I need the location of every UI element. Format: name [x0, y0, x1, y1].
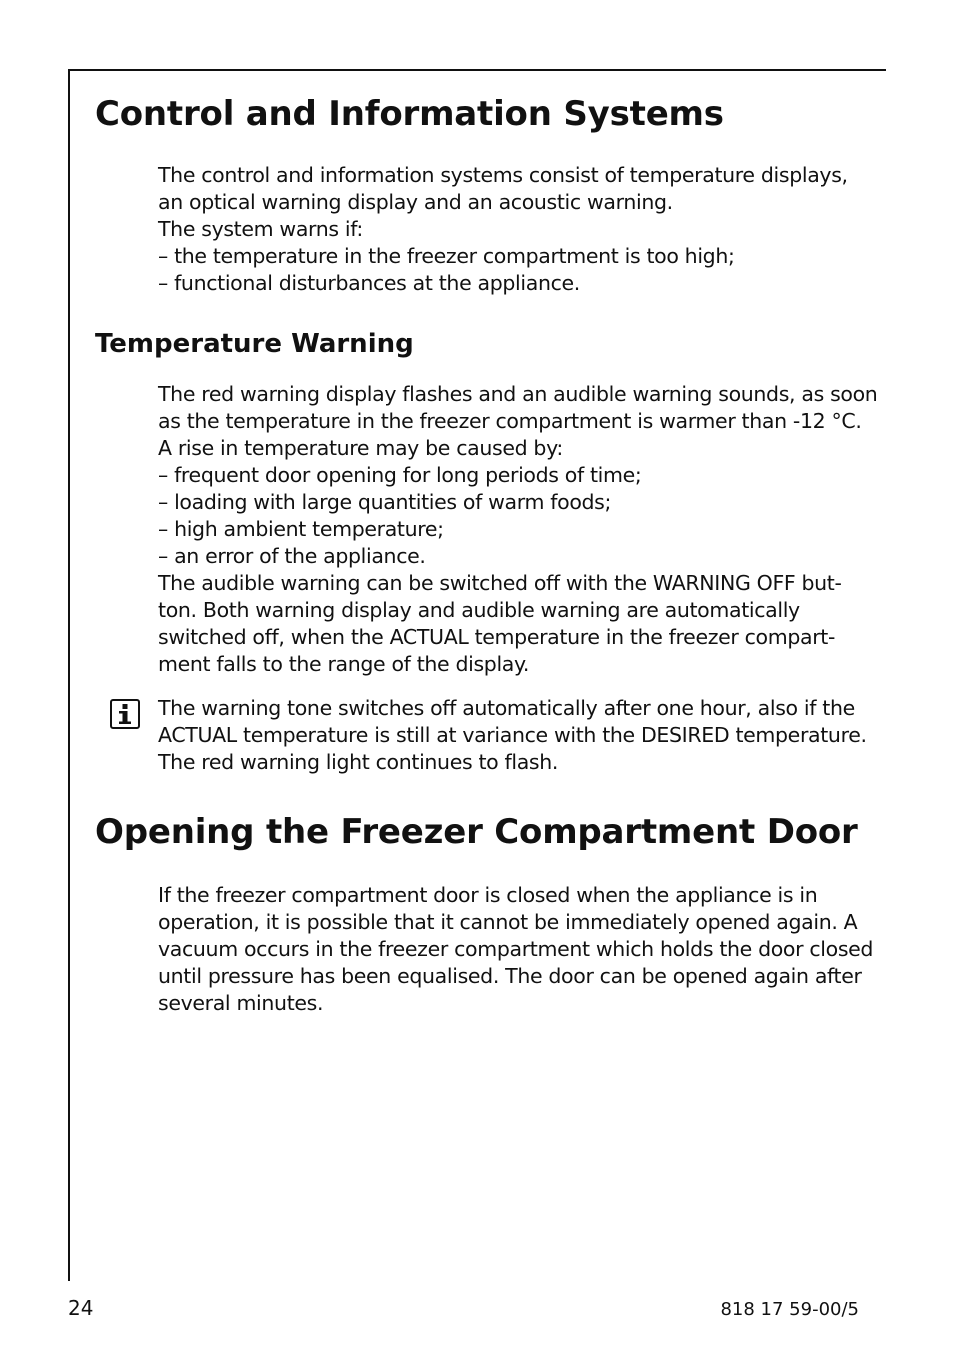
section-title-temperature-warning: Temperature Warning: [95, 329, 414, 359]
section1-line: – the temperature in the freezer compartment is too high;: [158, 244, 735, 268]
info-note-line: ACTUAL temperature is still at variance with the DESIRED temperature.: [158, 723, 867, 747]
page-frame-top-rule: [68, 69, 886, 71]
section3-line: If the freezer compartment door is closed when the appliance is in: [158, 883, 818, 907]
section2-line: ment falls to the range of the display.: [158, 652, 530, 676]
section1-line: The system warns if:: [158, 217, 363, 241]
section3-line: until pressure has been equalised. The door can be opened again after: [158, 964, 862, 988]
section2-line: ton. Both warning display and audible warning are automatically: [158, 598, 800, 622]
section2-line: – high ambient temperature;: [158, 517, 444, 541]
info-icon: [110, 699, 140, 729]
section1-body: [158, 162, 868, 297]
info-note: [158, 695, 868, 776]
section1-line: an optical warning display and an acoustic warning.: [158, 190, 673, 214]
section1-line: – functional disturbances at the appliance.: [158, 271, 580, 295]
section2-line: – frequent door opening for long periods of time;: [158, 463, 642, 487]
section1-line: The control and information systems consist of temperature displays,: [158, 163, 848, 187]
section3-line: operation, it is possible that it cannot be immediately opened again. A: [158, 910, 858, 934]
section2-line: – loading with large quantities of warm foods;: [158, 490, 612, 514]
section-title-control-information: Control and Information Systems: [95, 94, 724, 134]
document-code: 818 17 59-00/5: [720, 1299, 859, 1320]
section3-line: several minutes.: [158, 991, 324, 1015]
section2-line: switched off, when the ACTUAL temperature in the freezer compart-: [158, 625, 836, 649]
section2-line: The audible warning can be switched off with the WARNING OFF but-: [158, 571, 842, 595]
info-note-line: The warning tone switches off automatically after one hour, also if the: [158, 696, 855, 720]
page-frame-left-rule: [68, 69, 70, 1281]
section-title-opening-door: Opening the Freezer Compartment Door: [95, 812, 858, 852]
section3-body: [158, 882, 874, 1017]
section2-line: The red warning display flashes and an audible warning sounds, as soon: [158, 382, 878, 406]
info-note-line: The red warning light continues to flash.: [158, 750, 559, 774]
section2-line: A rise in temperature may be caused by:: [158, 436, 563, 460]
page-number: 24: [68, 1296, 94, 1320]
section3-line: vacuum occurs in the freezer compartment which holds the door closed: [158, 937, 874, 961]
section2-line: as the temperature in the freezer compartment is warmer than -12 °C.: [158, 409, 862, 433]
section2-body: [158, 381, 878, 678]
section2-line: – an error of the appliance.: [158, 544, 426, 568]
